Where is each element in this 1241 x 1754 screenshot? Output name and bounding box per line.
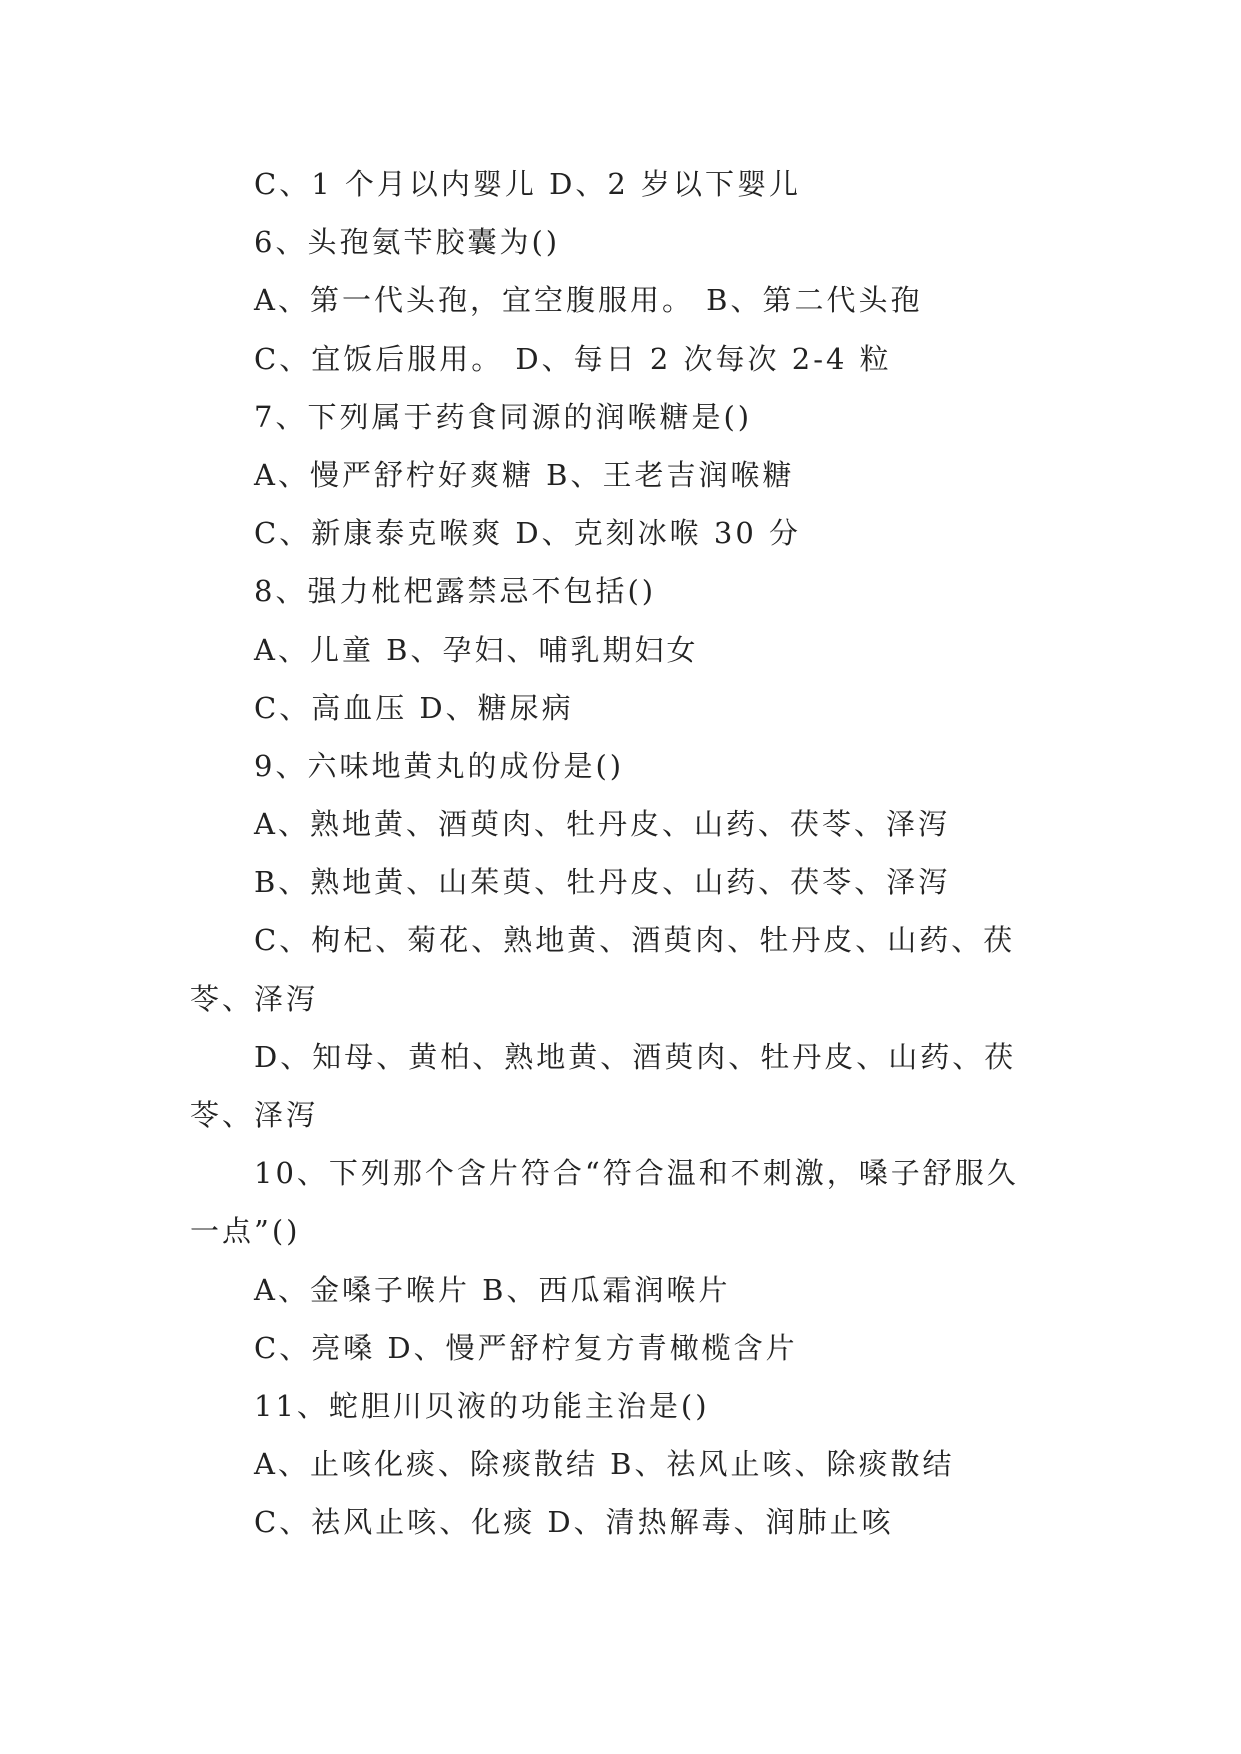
question-9: 9、六味地黄丸的成份是() [254, 748, 625, 783]
text-line: A、慢严舒柠好爽糖 B、王老吉润喉糖 [254, 457, 795, 492]
text-line: C、祛风止咳、化痰 D、清热解毒、润肺止咳 [254, 1505, 894, 1540]
text-line: A、止咳化痰、除痰散结 B、祛风止咳、除痰散结 [254, 1447, 955, 1482]
text-line: D、知母、黄柏、熟地黄、酒萸肉、牡丹皮、山药、茯 [254, 1039, 1017, 1074]
text-line: C、枸杞、菊花、熟地黄、酒萸肉、牡丹皮、山药、茯 [254, 923, 1016, 958]
text-line-continuation: 苓、泽泻 [190, 1098, 319, 1132]
question-6: 6、头孢氨苄胶囊为() [254, 225, 561, 260]
text-line-continuation: 一点”() [190, 1214, 301, 1249]
question-7: 7、下列属于药食同源的润喉糖是() [254, 399, 753, 434]
text-line: A、儿童 B、孕妇、哺乳期妇女 [254, 632, 699, 667]
text-line: C、高血压 D、糖尿病 [254, 690, 574, 725]
text-line: A、第一代头孢，宜空腹服用。 B、第二代头孢 [254, 283, 923, 318]
text-line: C、亮嗓 D、慢严舒柠复方青橄榄含片 [254, 1330, 798, 1365]
text-line: B、熟地黄、山茱萸、牡丹皮、山药、茯苓、泽泻 [254, 865, 951, 900]
document-body [190, 155, 1052, 1552]
question-10: 10、下列那个含片符合“符合温和不刺激，嗓子舒服久 [254, 1156, 1019, 1191]
text-line: A、金嗓子喉片 B、西瓜霜润喉片 [254, 1272, 731, 1307]
text-line-continuation: 苓、泽泻 [190, 981, 319, 1016]
text-line: C、宜饭后服用。 D、每日 2 次每次 2-4 粒 [254, 341, 892, 376]
question-8: 8、强力枇杷露禁忌不包括() [254, 574, 657, 609]
text-line: C、新康泰克喉爽 D、克刻冰喉 30 分 [254, 516, 801, 551]
question-11: 11、蛇胆川贝液的功能主治是() [254, 1388, 710, 1423]
text-line: A、熟地黄、酒萸肉、牡丹皮、山药、茯苓、泽泻 [254, 807, 950, 842]
text-line: C、1 个月以内婴儿 D、2 岁以下婴儿 [254, 167, 801, 201]
